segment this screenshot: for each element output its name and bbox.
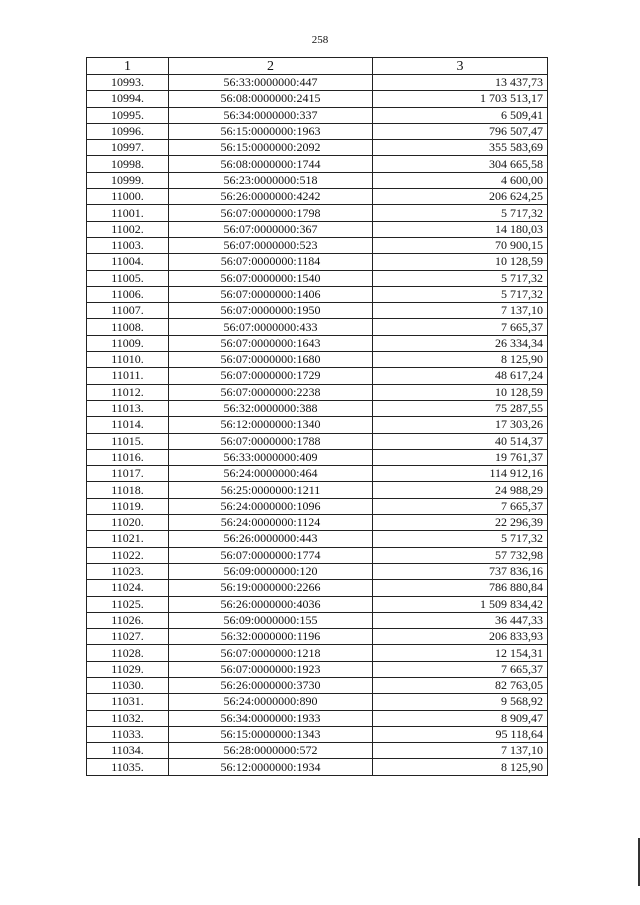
- cadastral-number-cell: 56:12:0000000:1340: [169, 417, 373, 433]
- table-row: [87, 75, 548, 91]
- value-cell: 8 125,90: [373, 352, 548, 368]
- table-row: [87, 270, 548, 286]
- row-number-cell: 11008.: [87, 319, 169, 335]
- table-row: [87, 694, 548, 710]
- value-cell: 22 296,39: [373, 515, 548, 531]
- table-row: [87, 710, 548, 726]
- row-number-cell: 11005.: [87, 270, 169, 286]
- row-number-cell: 10993.: [87, 75, 169, 91]
- value-cell: 5 717,32: [373, 531, 548, 547]
- cadastral-number-cell: 56:09:0000000:155: [169, 612, 373, 628]
- column-header-cadastral-number: 2: [169, 58, 373, 75]
- value-cell: 57 732,98: [373, 547, 548, 563]
- value-cell: 40 514,37: [373, 433, 548, 449]
- table-row: [87, 368, 548, 384]
- cadastral-number-cell: 56:15:0000000:1343: [169, 726, 373, 742]
- table-row: [87, 205, 548, 221]
- row-number-cell: 10995.: [87, 107, 169, 123]
- value-cell: 5 717,32: [373, 205, 548, 221]
- row-number-cell: 11001.: [87, 205, 169, 221]
- value-cell: 82 763,05: [373, 677, 548, 693]
- table-row: [87, 384, 548, 400]
- row-number-cell: 10994.: [87, 91, 169, 107]
- table-header-row: [87, 58, 548, 75]
- table-row: [87, 140, 548, 156]
- value-cell: 114 912,16: [373, 466, 548, 482]
- table-row: [87, 352, 548, 368]
- row-number-cell: 11028.: [87, 645, 169, 661]
- cadastral-number-cell: 56:07:0000000:1950: [169, 303, 373, 319]
- row-number-cell: 11023.: [87, 563, 169, 579]
- cadastral-number-cell: 56:07:0000000:367: [169, 221, 373, 237]
- row-number-cell: 11011.: [87, 368, 169, 384]
- cadastral-number-cell: 56:07:0000000:1643: [169, 335, 373, 351]
- cadastral-number-cell: 56:26:0000000:443: [169, 531, 373, 547]
- value-cell: 1 509 834,42: [373, 596, 548, 612]
- table-body: [87, 75, 548, 776]
- table-row: [87, 466, 548, 482]
- value-cell: 304 665,58: [373, 156, 548, 172]
- cadastral-number-cell: 56:07:0000000:1218: [169, 645, 373, 661]
- value-cell: 36 447,33: [373, 612, 548, 628]
- cadastral-number-cell: 56:07:0000000:1788: [169, 433, 373, 449]
- row-number-cell: 11022.: [87, 547, 169, 563]
- row-number-cell: 11007.: [87, 303, 169, 319]
- cadastral-number-cell: 56:07:0000000:1798: [169, 205, 373, 221]
- value-cell: 10 128,59: [373, 254, 548, 270]
- row-number-cell: 11012.: [87, 384, 169, 400]
- table-row: [87, 156, 548, 172]
- table-row: [87, 123, 548, 139]
- table-row: [87, 645, 548, 661]
- value-cell: 95 118,64: [373, 726, 548, 742]
- row-number-cell: 11035.: [87, 759, 169, 775]
- cadastral-number-cell: 56:07:0000000:1774: [169, 547, 373, 563]
- cadastral-number-cell: 56:32:0000000:388: [169, 400, 373, 416]
- row-number-cell: 11027.: [87, 629, 169, 645]
- value-cell: 7 665,37: [373, 661, 548, 677]
- row-number-cell: 11031.: [87, 694, 169, 710]
- value-cell: 796 507,47: [373, 123, 548, 139]
- value-cell: 7 137,10: [373, 743, 548, 759]
- value-cell: 19 761,37: [373, 449, 548, 465]
- value-cell: 7 665,37: [373, 319, 548, 335]
- value-cell: 206 624,25: [373, 189, 548, 205]
- cadastral-number-cell: 56:07:0000000:1406: [169, 286, 373, 302]
- value-cell: 7 665,37: [373, 498, 548, 514]
- row-number-cell: 11016.: [87, 449, 169, 465]
- row-number-cell: 11018.: [87, 482, 169, 498]
- row-number-cell: 11019.: [87, 498, 169, 514]
- row-number-cell: 11029.: [87, 661, 169, 677]
- row-number-cell: 11003.: [87, 237, 169, 253]
- cadastral-number-cell: 56:07:0000000:2238: [169, 384, 373, 400]
- table-row: [87, 400, 548, 416]
- row-number-cell: 11010.: [87, 352, 169, 368]
- row-number-cell: 11024.: [87, 580, 169, 596]
- cadastral-number-cell: 56:07:0000000:1923: [169, 661, 373, 677]
- value-cell: 786 880,84: [373, 580, 548, 596]
- cadastral-number-cell: 56:08:0000000:1744: [169, 156, 373, 172]
- value-cell: 7 137,10: [373, 303, 548, 319]
- row-number-cell: 11004.: [87, 254, 169, 270]
- row-number-cell: 11006.: [87, 286, 169, 302]
- row-number-cell: 10998.: [87, 156, 169, 172]
- row-number-cell: 10997.: [87, 140, 169, 156]
- table-row: [87, 433, 548, 449]
- cadastral-number-cell: 56:12:0000000:1934: [169, 759, 373, 775]
- value-cell: 5 717,32: [373, 270, 548, 286]
- row-number-cell: 11021.: [87, 531, 169, 547]
- row-number-cell: 11014.: [87, 417, 169, 433]
- cadastral-number-cell: 56:24:0000000:464: [169, 466, 373, 482]
- cadastral-number-cell: 56:15:0000000:1963: [169, 123, 373, 139]
- row-number-cell: 11032.: [87, 710, 169, 726]
- cadastral-number-cell: 56:08:0000000:2415: [169, 91, 373, 107]
- cadastral-number-cell: 56:07:0000000:523: [169, 237, 373, 253]
- row-number-cell: 10999.: [87, 172, 169, 188]
- value-cell: 737 836,16: [373, 563, 548, 579]
- table-row: [87, 759, 548, 775]
- cadastral-number-cell: 56:09:0000000:120: [169, 563, 373, 579]
- cadastral-number-cell: 56:24:0000000:890: [169, 694, 373, 710]
- table-row: [87, 743, 548, 759]
- table-row: [87, 661, 548, 677]
- table-row: [87, 303, 548, 319]
- value-cell: 10 128,59: [373, 384, 548, 400]
- column-header-value: 3: [373, 58, 548, 75]
- cadastral-number-cell: 56:34:0000000:1933: [169, 710, 373, 726]
- row-number-cell: 11017.: [87, 466, 169, 482]
- value-cell: 5 717,32: [373, 286, 548, 302]
- table-row: [87, 563, 548, 579]
- cadastral-number-cell: 56:07:0000000:433: [169, 319, 373, 335]
- cadastral-number-cell: 56:34:0000000:337: [169, 107, 373, 123]
- table-row: [87, 319, 548, 335]
- value-cell: 75 287,55: [373, 400, 548, 416]
- cadastral-number-cell: 56:07:0000000:1540: [169, 270, 373, 286]
- page-number: 258: [311, 34, 329, 46]
- row-number-cell: 11000.: [87, 189, 169, 205]
- row-number-cell: 11026.: [87, 612, 169, 628]
- cadastral-number-cell: 56:26:0000000:4242: [169, 189, 373, 205]
- cadastral-number-cell: 56:15:0000000:2092: [169, 140, 373, 156]
- value-cell: 1 703 513,17: [373, 91, 548, 107]
- table-row: [87, 237, 548, 253]
- value-cell: 17 303,26: [373, 417, 548, 433]
- value-cell: 70 900,15: [373, 237, 548, 253]
- table-row: [87, 580, 548, 596]
- cadastral-number-cell: 56:28:0000000:572: [169, 743, 373, 759]
- table-row: [87, 221, 548, 237]
- value-cell: 206 833,93: [373, 629, 548, 645]
- table-row: [87, 498, 548, 514]
- cadastral-number-cell: 56:25:0000000:1211: [169, 482, 373, 498]
- row-number-cell: 11020.: [87, 515, 169, 531]
- cadastral-number-cell: 56:32:0000000:1196: [169, 629, 373, 645]
- column-header-number: 1: [87, 58, 169, 75]
- table-row: [87, 482, 548, 498]
- table-row: [87, 726, 548, 742]
- cadastral-number-cell: 56:33:0000000:409: [169, 449, 373, 465]
- row-number-cell: 11030.: [87, 677, 169, 693]
- table-row: [87, 449, 548, 465]
- cadastral-number-cell: 56:26:0000000:4036: [169, 596, 373, 612]
- table-row: [87, 515, 548, 531]
- table-row: [87, 107, 548, 123]
- cadastral-number-cell: 56:19:0000000:2266: [169, 580, 373, 596]
- value-cell: 13 437,73: [373, 75, 548, 91]
- cadastral-number-cell: 56:26:0000000:3730: [169, 677, 373, 693]
- row-number-cell: 11013.: [87, 400, 169, 416]
- cadastral-number-cell: 56:33:0000000:447: [169, 75, 373, 91]
- table-row: [87, 254, 548, 270]
- value-cell: 14 180,03: [373, 221, 548, 237]
- value-cell: 355 583,69: [373, 140, 548, 156]
- cadastral-number-cell: 56:07:0000000:1680: [169, 352, 373, 368]
- value-cell: 6 509,41: [373, 107, 548, 123]
- row-number-cell: 11015.: [87, 433, 169, 449]
- table-row: [87, 417, 548, 433]
- table-row: [87, 286, 548, 302]
- table-row: [87, 189, 548, 205]
- value-cell: 8 125,90: [373, 759, 548, 775]
- value-cell: 12 154,31: [373, 645, 548, 661]
- cadastral-number-cell: 56:24:0000000:1096: [169, 498, 373, 514]
- table-row: [87, 629, 548, 645]
- row-number-cell: 11033.: [87, 726, 169, 742]
- value-cell: 8 909,47: [373, 710, 548, 726]
- value-cell: 26 334,34: [373, 335, 548, 351]
- cadastral-number-cell: 56:23:0000000:518: [169, 172, 373, 188]
- cadastral-values-table: [86, 57, 548, 776]
- table-row: [87, 335, 548, 351]
- row-number-cell: 11034.: [87, 743, 169, 759]
- row-number-cell: 11002.: [87, 221, 169, 237]
- value-cell: 48 617,24: [373, 368, 548, 384]
- value-cell: 4 600,00: [373, 172, 548, 188]
- cadastral-number-cell: 56:07:0000000:1729: [169, 368, 373, 384]
- table-row: [87, 172, 548, 188]
- value-cell: 9 568,92: [373, 694, 548, 710]
- table-row: [87, 531, 548, 547]
- table-row: [87, 547, 548, 563]
- table-row: [87, 677, 548, 693]
- cadastral-number-cell: 56:24:0000000:1124: [169, 515, 373, 531]
- value-cell: 24 988,29: [373, 482, 548, 498]
- table-row: [87, 91, 548, 107]
- row-number-cell: 11009.: [87, 335, 169, 351]
- cadastral-number-cell: 56:07:0000000:1184: [169, 254, 373, 270]
- table-row: [87, 596, 548, 612]
- row-number-cell: 10996.: [87, 123, 169, 139]
- row-number-cell: 11025.: [87, 596, 169, 612]
- table-row: [87, 612, 548, 628]
